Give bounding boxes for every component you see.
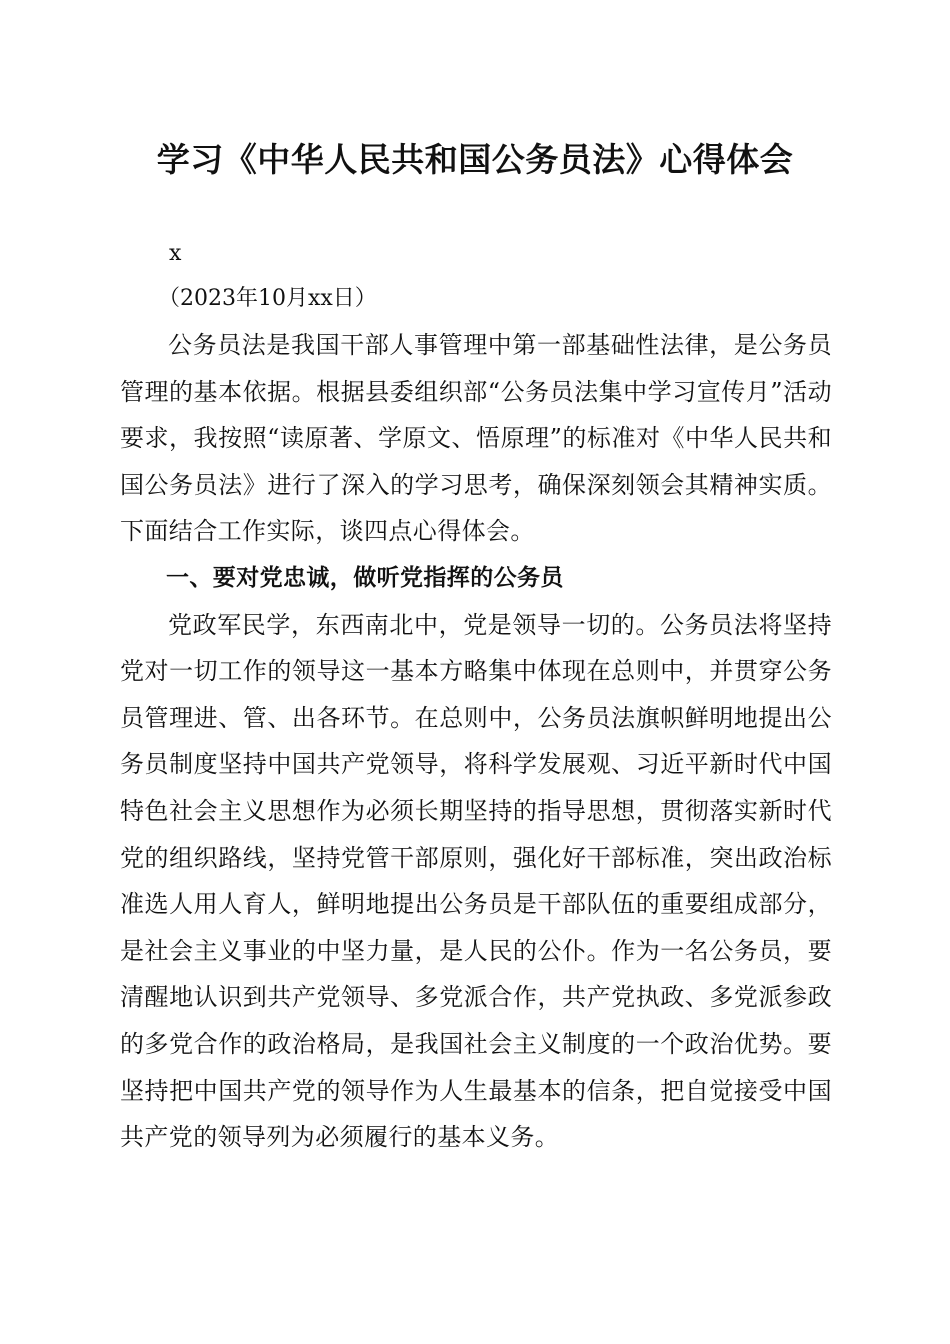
document-body	[120, 322, 832, 1161]
section-heading-1: 一、要对党忠诚，做听党指挥的公务员	[166, 564, 564, 591]
document-date: （2023年10月xx日）	[158, 286, 377, 311]
section-paragraph-1: 党政军民学，东西南北中，党是领导一切的。公务员法将坚持党对一切工作的领导这一基本方略集中体现在总则中，并贯穿公务员管理进、管、出各环节。在总则中，公务员法旗帜鲜明地提出公务员制度坚持中国共产党领导，将科学发展观、习近平新时代中国特色社会主义思想作为必须长期坚持的指导思想，贯彻落实新时代党的组织路线，坚持党管干部原则，强化好干部标准，突出政治标准选人用人育人，鲜明地提出公务员是干部队伍的重要组成部分，是社会主义事业的中坚力量，是人民的公仆。作为一名公务员，要清醒地认识到共产党领导、多党派合作，共产党执政、多党派参政的多党合作的政治格局，是我国社会主义制度的一个政治优势。要坚持把中国共产党的领导作为人生最基本的信条，把自觉接受中国共产党的领导列为必须履行的基本义务。	[120, 610, 832, 1152]
intro-paragraph: 公务员法是我国干部人事管理中第一部基础性法律，是公务员管理的基本依据。根据县委组织部“公务员法集中学习宣传月”活动要求，我按照“读原著、学原文、悟原理”的标准对《中华人民共和国公务员法》进行了深入的学习思考，确保深刻领会其精神实质。下面结合工作实际，谈四点心得体会。	[120, 331, 832, 546]
author-name: x	[169, 241, 182, 266]
document-title: 学习《中华人民共和国公务员法》心得体会	[156, 140, 794, 179]
